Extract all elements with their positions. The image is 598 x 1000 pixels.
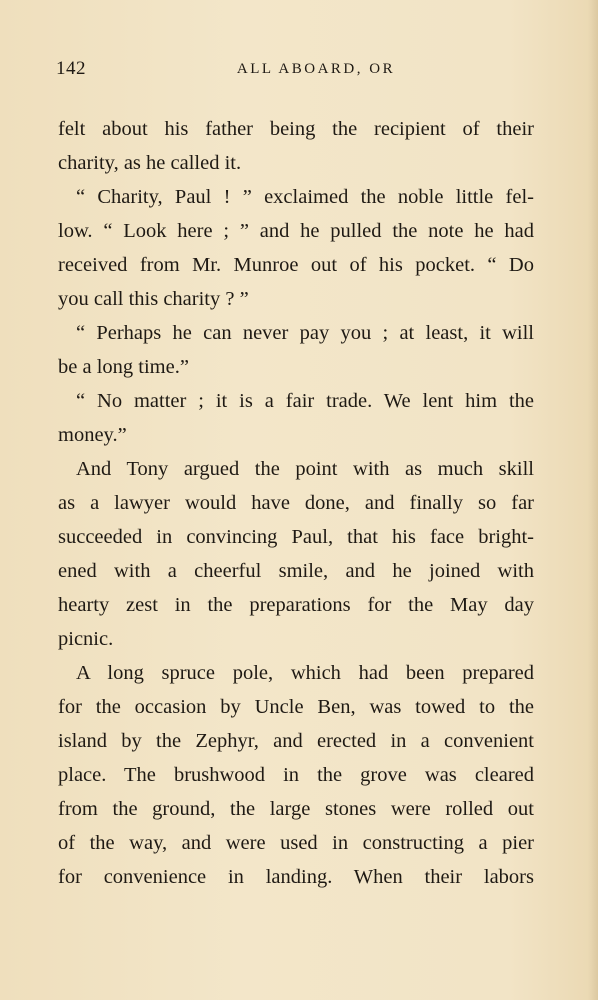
page-edge-shadow [588,0,598,1000]
page-header [56,58,536,82]
text-line: as a lawyer would have done, and finally so far [58,492,534,514]
text-line: for convenience in landing. When their labors [58,866,534,888]
page-number: 142 [56,58,86,79]
text-line: for the occasion by Uncle Ben, was towed to the [58,696,534,718]
text-line: place. The brushwood in the grove was cleared [58,764,534,786]
text-line: money.” [58,424,127,446]
text-line: A long spruce pole, which had been prepared [76,662,534,684]
text-line: from the ground, the large stones were rolled out [58,798,534,820]
text-line: of the way, and were used in constructing a pier [58,832,534,854]
text-line: And Tony argued the point with as much skill [76,458,534,480]
text-line: charity, as he called it. [58,152,242,174]
text-line: “ Perhaps he can never pay you ; at least, it will [76,322,534,344]
text-line: hearty zest in the preparations for the May day [58,594,534,616]
running-title: ALL ABOARD, OR [236,61,396,77]
body-text [58,112,534,894]
text-line: received from Mr. Munroe out of his pocket. “ Do [58,254,534,276]
text-line: “ Charity, Paul ! ” exclaimed the noble little fel- [76,186,534,208]
text-line: island by the Zephyr, and erected in a convenient [58,730,534,752]
text-line: you call this charity ? ” [58,288,249,310]
text-line: low. “ Look here ; ” and he pulled the note he had [58,220,534,242]
text-line: picnic. [58,628,114,650]
text-line: be a long time.” [58,356,189,378]
text-line: succeeded in convincing Paul, that his face bright- [58,526,534,548]
text-line: “ No matter ; it is a fair trade. We lent him the [76,390,534,412]
text-line: felt about his father being the recipient of their [58,118,534,140]
text-line: ened with a cheerful smile, and he joined with [58,560,534,582]
